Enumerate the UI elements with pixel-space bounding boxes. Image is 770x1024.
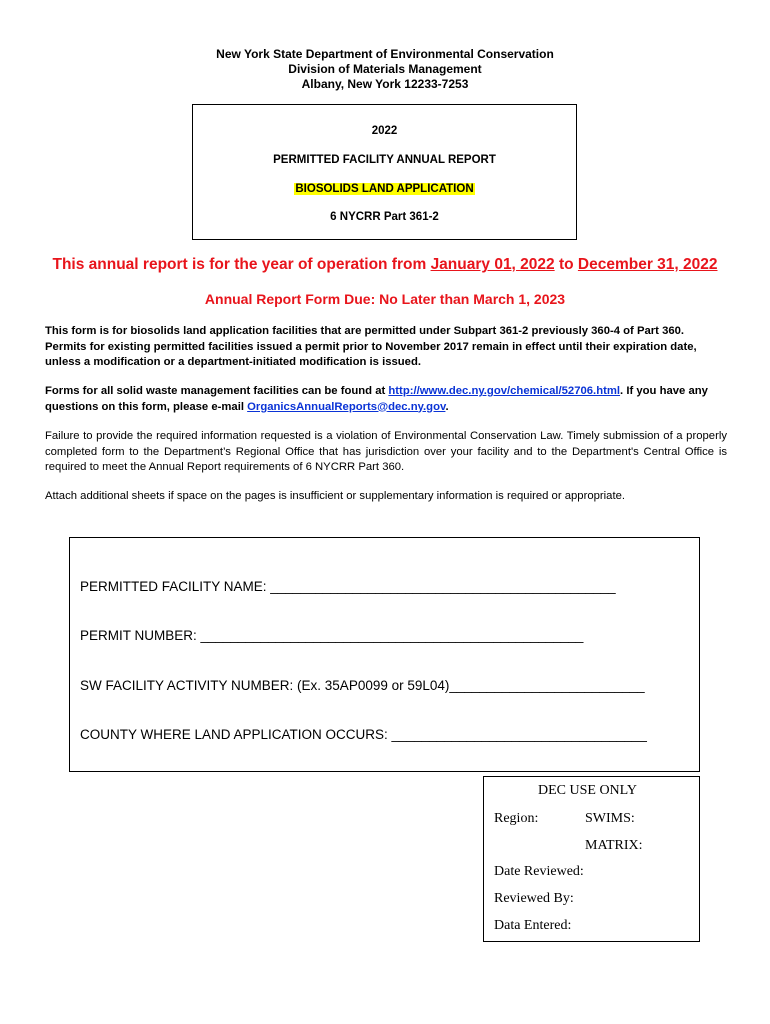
forms-url-link[interactable]: http://www.dec.ny.gov/chemical/52706.html [388, 385, 621, 397]
reviewed-by-label: Reviewed By: [494, 891, 574, 906]
intro-paragraph: This form is for biosolids land application facilities that are permitted under Subpart 361-2 previously 360-4 of Part 360. Permits for existing permitted facilities issued a permit prior to November 2017 remain in effect until their expiration date, unless a modification or a department-initiated modification is issued. [45, 325, 697, 368]
county-field[interactable]: COUNTY WHERE LAND APPLICATION OCCURS: __________________________________ [80, 727, 647, 742]
header-division: Division of Materials Management [288, 62, 482, 76]
email-link[interactable]: OrganicsAnnualReports@dec.ny.gov [247, 400, 446, 413]
header-department: New York State Department of Environmental Conservation [216, 47, 554, 61]
swims-label: SWIMS: [585, 811, 635, 826]
report-category: BIOSOLIDS LAND APPLICATION [295, 183, 474, 195]
failure-paragraph: Failure to provide the required information requested is a violation of Environmental Conservation Law. Timely submission of a properly completed form to the Department’s Regional Office that has jurisdiction over your facility and to the Department's Central Office is required to meet the Annual Report requirements of 6 NYCRR Part 360. [45, 430, 727, 473]
forms-text-end: . [445, 400, 449, 413]
attach-paragraph: Attach additional sheets if space on the pages is insufficient or supplementary information is required or appropriate. [45, 490, 626, 502]
dec-use-title: DEC USE ONLY [538, 783, 637, 798]
report-year: 2022 [371, 125, 398, 137]
region-label: Region: [494, 811, 539, 826]
period-end-date: December 31, 2022 [577, 256, 718, 273]
facility-info-box [69, 537, 700, 772]
report-title: PERMITTED FACILITY ANNUAL REPORT [273, 154, 496, 166]
date-reviewed-label: Date Reviewed: [494, 864, 584, 879]
forms-paragraph [45, 384, 727, 415]
period-start-date: January 01, 2022 [430, 256, 555, 273]
data-entered-label: Data Entered: [494, 918, 572, 933]
report-title-box [192, 104, 577, 240]
due-date-notice: Annual Report Form Due: No Later than March 1, 2023 [204, 291, 566, 307]
period-middle: to [554, 256, 578, 273]
header-address: Albany, New York 12233-7253 [301, 77, 469, 91]
period-prefix: This annual report is for the year of operation from [52, 256, 431, 273]
reporting-period [0, 256, 770, 274]
facility-name-field[interactable]: PERMITTED FACILITY NAME: ______________________________________________ [80, 579, 616, 594]
forms-text: Forms for all solid waste management facilities can be found at [45, 385, 389, 397]
dec-use-only-box [483, 776, 700, 942]
activity-number-field[interactable]: SW FACILITY ACTIVITY NUMBER: (Ex. 35AP0099 or 59L04)__________________________ [80, 678, 645, 693]
report-regulation: 6 NYCRR Part 361-2 [330, 211, 439, 223]
matrix-label: MATRIX: [585, 838, 643, 853]
forms-text-2: . If you have any questions on this form, please e-mail [45, 385, 708, 413]
permit-number-field[interactable]: PERMIT NUMBER: ___________________________________________________ [80, 628, 584, 643]
